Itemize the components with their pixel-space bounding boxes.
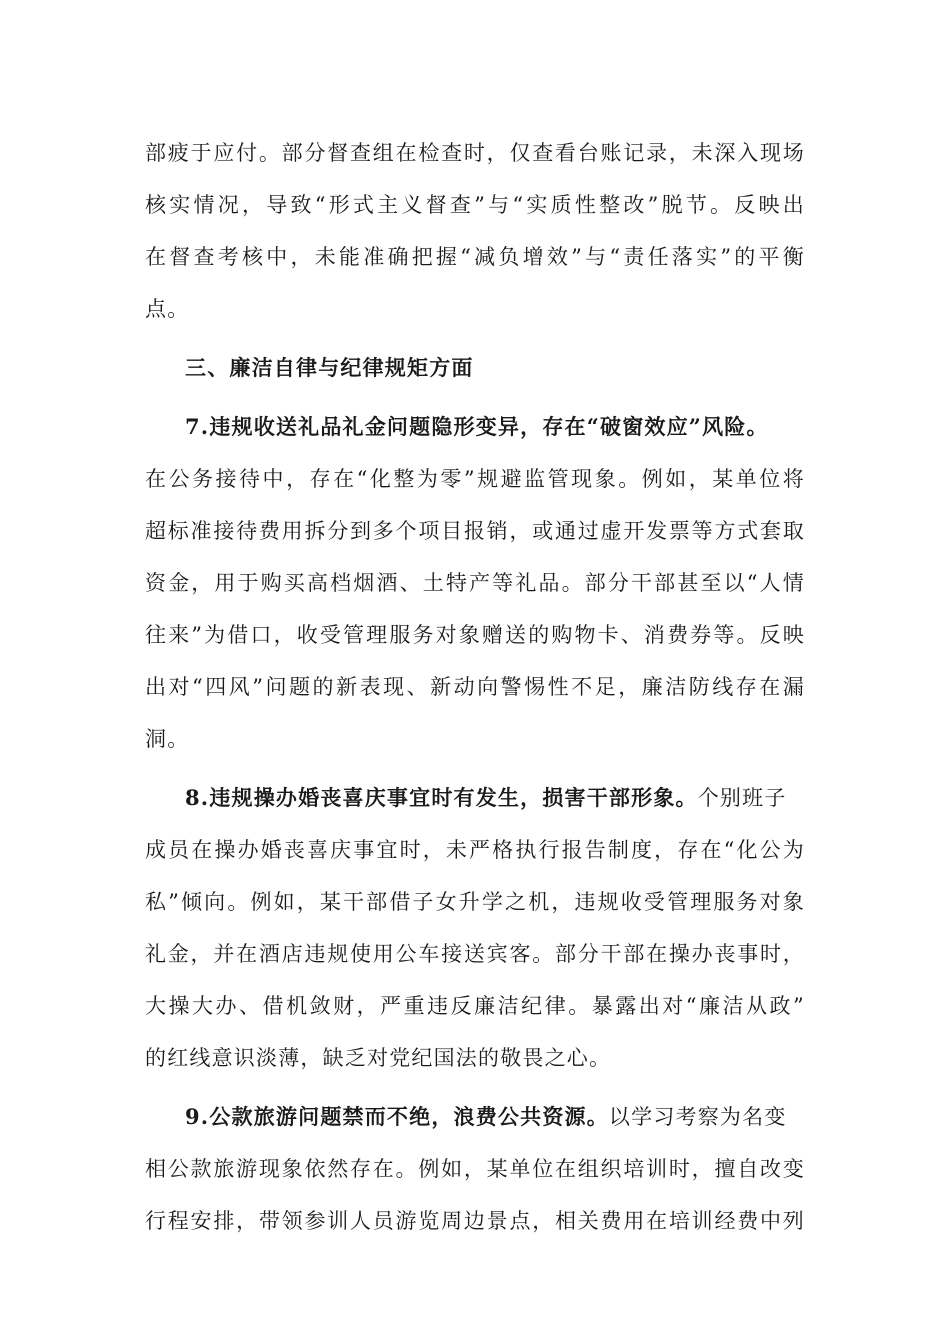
item-9-first-line: [145, 1091, 805, 1143]
item-7-line-5: 出对“四风”问题的新表现、新动向警惕性不足，廉洁防线存在漏: [145, 675, 805, 699]
section-heading: 三、廉洁自律与纪律规矩方面: [185, 355, 474, 380]
item-7-line-4: 往来”为借口，收受管理服务对象赠送的购物卡、消费券等。反映: [145, 623, 805, 647]
item-8-line-1: 成员在操办婚丧喜庆事宜时，未严格执行报告制度，存在“化公为: [145, 838, 805, 862]
intro-line-2: 核实情况，导致“形式主义督查”与“实质性整改”脱节。反映出: [145, 193, 805, 217]
item-9-first-line-rest: 以学习考察为名变: [608, 1105, 787, 1129]
intro-line-1: 部疲于应付。部分督查组在检查时，仅查看台账记录，未深入现场: [145, 141, 805, 165]
item-8-title: 8.违规操办婚丧喜庆事宜时有发生，损害干部形象。: [185, 785, 698, 810]
item-7-paragraph: [145, 401, 805, 765]
item-7-title: 7.违规收送礼品礼金问题隐形变异，存在“破窗效应”风险。: [185, 414, 769, 439]
item-9-line-1: 相公款旅游现象依然存在。例如，某单位在组织培训时，擅自改变: [145, 1157, 805, 1181]
intro-paragraph: [145, 127, 805, 335]
item-7-line-6: 洞。: [145, 727, 190, 751]
item-7-line-2: 超标准接待费用拆分到多个项目报销，或通过虚开发票等方式套取: [145, 519, 805, 543]
item-8-line-5: 的红线意识淡薄，缺乏对党纪国法的敬畏之心。: [145, 1046, 612, 1070]
intro-line-3: 在督查考核中，未能准确把握“减负增效”与“责任落实”的平衡: [145, 245, 805, 269]
item-8-line-2: 私”倾向。例如，某干部借子女升学之机，违规收受管理服务对象: [145, 890, 805, 914]
item-7-line-1: 在公务接待中，存在“化整为零”规避监管现象。例如，某单位将: [145, 467, 805, 491]
item-8-paragraph: [145, 772, 805, 1084]
item-8-line-3: 礼金，并在酒店违规使用公车接送宾客。部分干部在操办丧事时，: [145, 942, 805, 966]
item-9-paragraph: [145, 1091, 805, 1247]
intro-line-4: 点。: [145, 297, 190, 321]
item-8-first-line-rest: 个别班子: [697, 786, 787, 810]
item-8-first-line: [145, 772, 805, 824]
item-8-line-4: 大操大办、借机敛财，严重违反廉洁纪律。暴露出对“廉洁从政”: [145, 994, 805, 1018]
item-9-line-2: 行程安排，带领参训人员游览周边景点，相关费用在培训经费中列: [145, 1209, 805, 1233]
item-9-title: 9.公款旅游问题禁而不绝，浪费公共资源。: [185, 1104, 609, 1129]
document-page: [145, 127, 805, 1247]
item-7-line-3: 资金，用于购买高档烟酒、土特产等礼品。部分干部甚至以“人情: [145, 571, 805, 595]
